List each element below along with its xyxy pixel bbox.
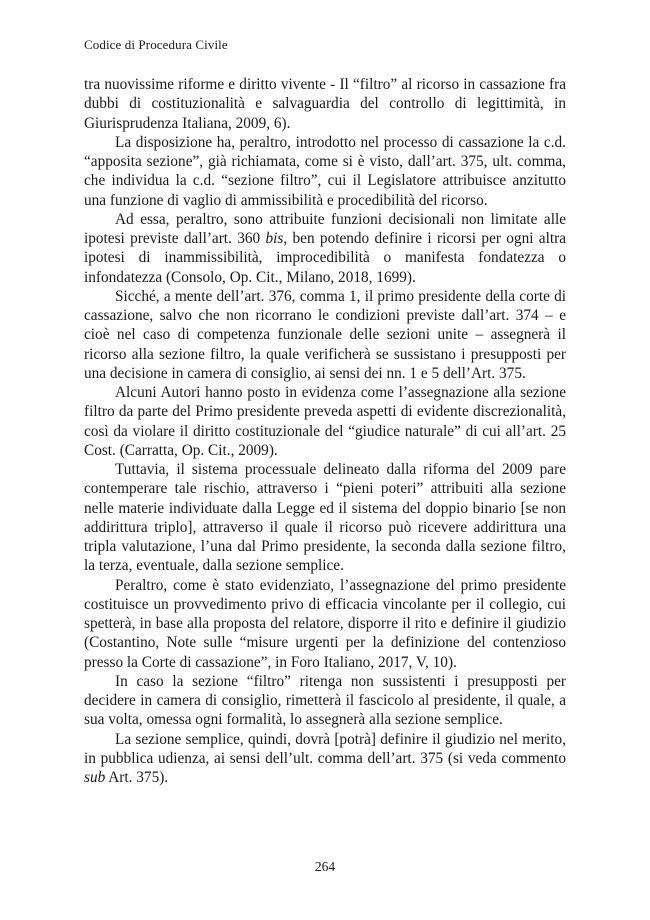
text-run: La sezione semplice, quindi, dovrà [potrà] definire il giudizio nel merito, in pubblica udienza, ai sensi dell’ult. comma dell’art. 375 (si veda commento: [84, 730, 566, 767]
paragraph: Sicché, a mente dell’art. 376, comma 1, il primo presidente della corte di cassazione, salvo che non ricorrano le condizioni previste dall’art. 374 – e cioè nel caso di competenza funzionale delle sezioni unite – assegnerà il ricorso alla sezione filtro, la quale verificherà se sussistano i presupposti per una decisione in camera di consiglio, ai sensi dei nn. 1 e 5 dell’Art. 375.: [84, 287, 566, 382]
body-text: [84, 75, 566, 787]
italic-term: sub: [84, 769, 106, 786]
page-number: 264: [314, 859, 336, 874]
paragraph: [84, 210, 566, 287]
paragraph: [84, 730, 566, 788]
paragraph: tra nuovissime riforme e diritto vivente - Il “filtro” al ricorso in cassazione fra dubbi di costituzionalità e salvaguardia del controllo di legittimità, in Giurisprudenza Italiana, 2009, 6).: [84, 76, 566, 132]
paragraph: Tuttavia, il sistema processuale delineato dalla riforma del 2009 pare contemperare tale rischio, attraverso i “pieni poteri” attribuiti alla sezione nelle materie individuate dalla Legge ed il sistema del doppio binario [se non addirittura triplo], attraverso il quale il ricorso può ricevere addirittura una tripla valutazione, l’una dal Primo presidente, la seconda dalla sezione filtro, la terza, eventuale, dalla sezione semplice.: [84, 461, 566, 575]
paragraph: In caso la sezione “filtro” ritenga non sussistenti i presupposti per decidere in camera di consiglio, rimetterà il fascicolo al presidente, il quale, a sua volta, omessa ogni formalità, lo assegnerà alla sezione semplice.: [84, 672, 566, 729]
text-run: , ben potendo definire i ricorsi per ogni altra ipotesi di inammissibilità, improcedibilità o manifesta fondatezza o infondatezza (Consolo, Op. Cit., Milano, 2018, 1699).: [84, 230, 566, 286]
text-run: Art. 375).: [105, 769, 169, 786]
running-header: Codice di Procedura Civile: [84, 37, 228, 52]
paragraph: La disposizione ha, peraltro, introdotto nel processo di cassazione la c.d. “apposita sezione”, già richiamata, come si è visto, dall’art. 375, ult. comma, che individua la c.d. “sezione filtro”, cui il Legislatore attribuisce anzitutto una funzione di vaglio di ammissibilità e procedibilità del ricorso.: [84, 133, 566, 209]
paragraph: Alcuni Autori hanno posto in evidenza come l’assegnazione alla sezione filtro da parte del Primo presidente preveda aspetti di evidente discrezionalità, così da violare il diritto costituzionale del “giudice naturale” di cui all’art. 25 Cost. (Carratta, Op. Cit., 2009).: [84, 384, 566, 459]
italic-term: bis: [265, 230, 284, 247]
paragraph: Peraltro, come è stato evidenziato, l’assegnazione del primo presidente costituisce un provvedimento privo di efficacia vincolante per il collegio, cui spetterà, in base alla proposta del relatore, disporre il rito e definire il giudizio (Costantino, Note sulle “misure urgenti per la definizione del contenzioso presso la Corte di cassazione”, in Foro Italiano, 2017, V, 10).: [84, 576, 566, 671]
text-run: Ad essa, peraltro, sono attribuite funzioni decisionali non limitate alle ipotesi previste dall’art. 360: [84, 210, 566, 247]
